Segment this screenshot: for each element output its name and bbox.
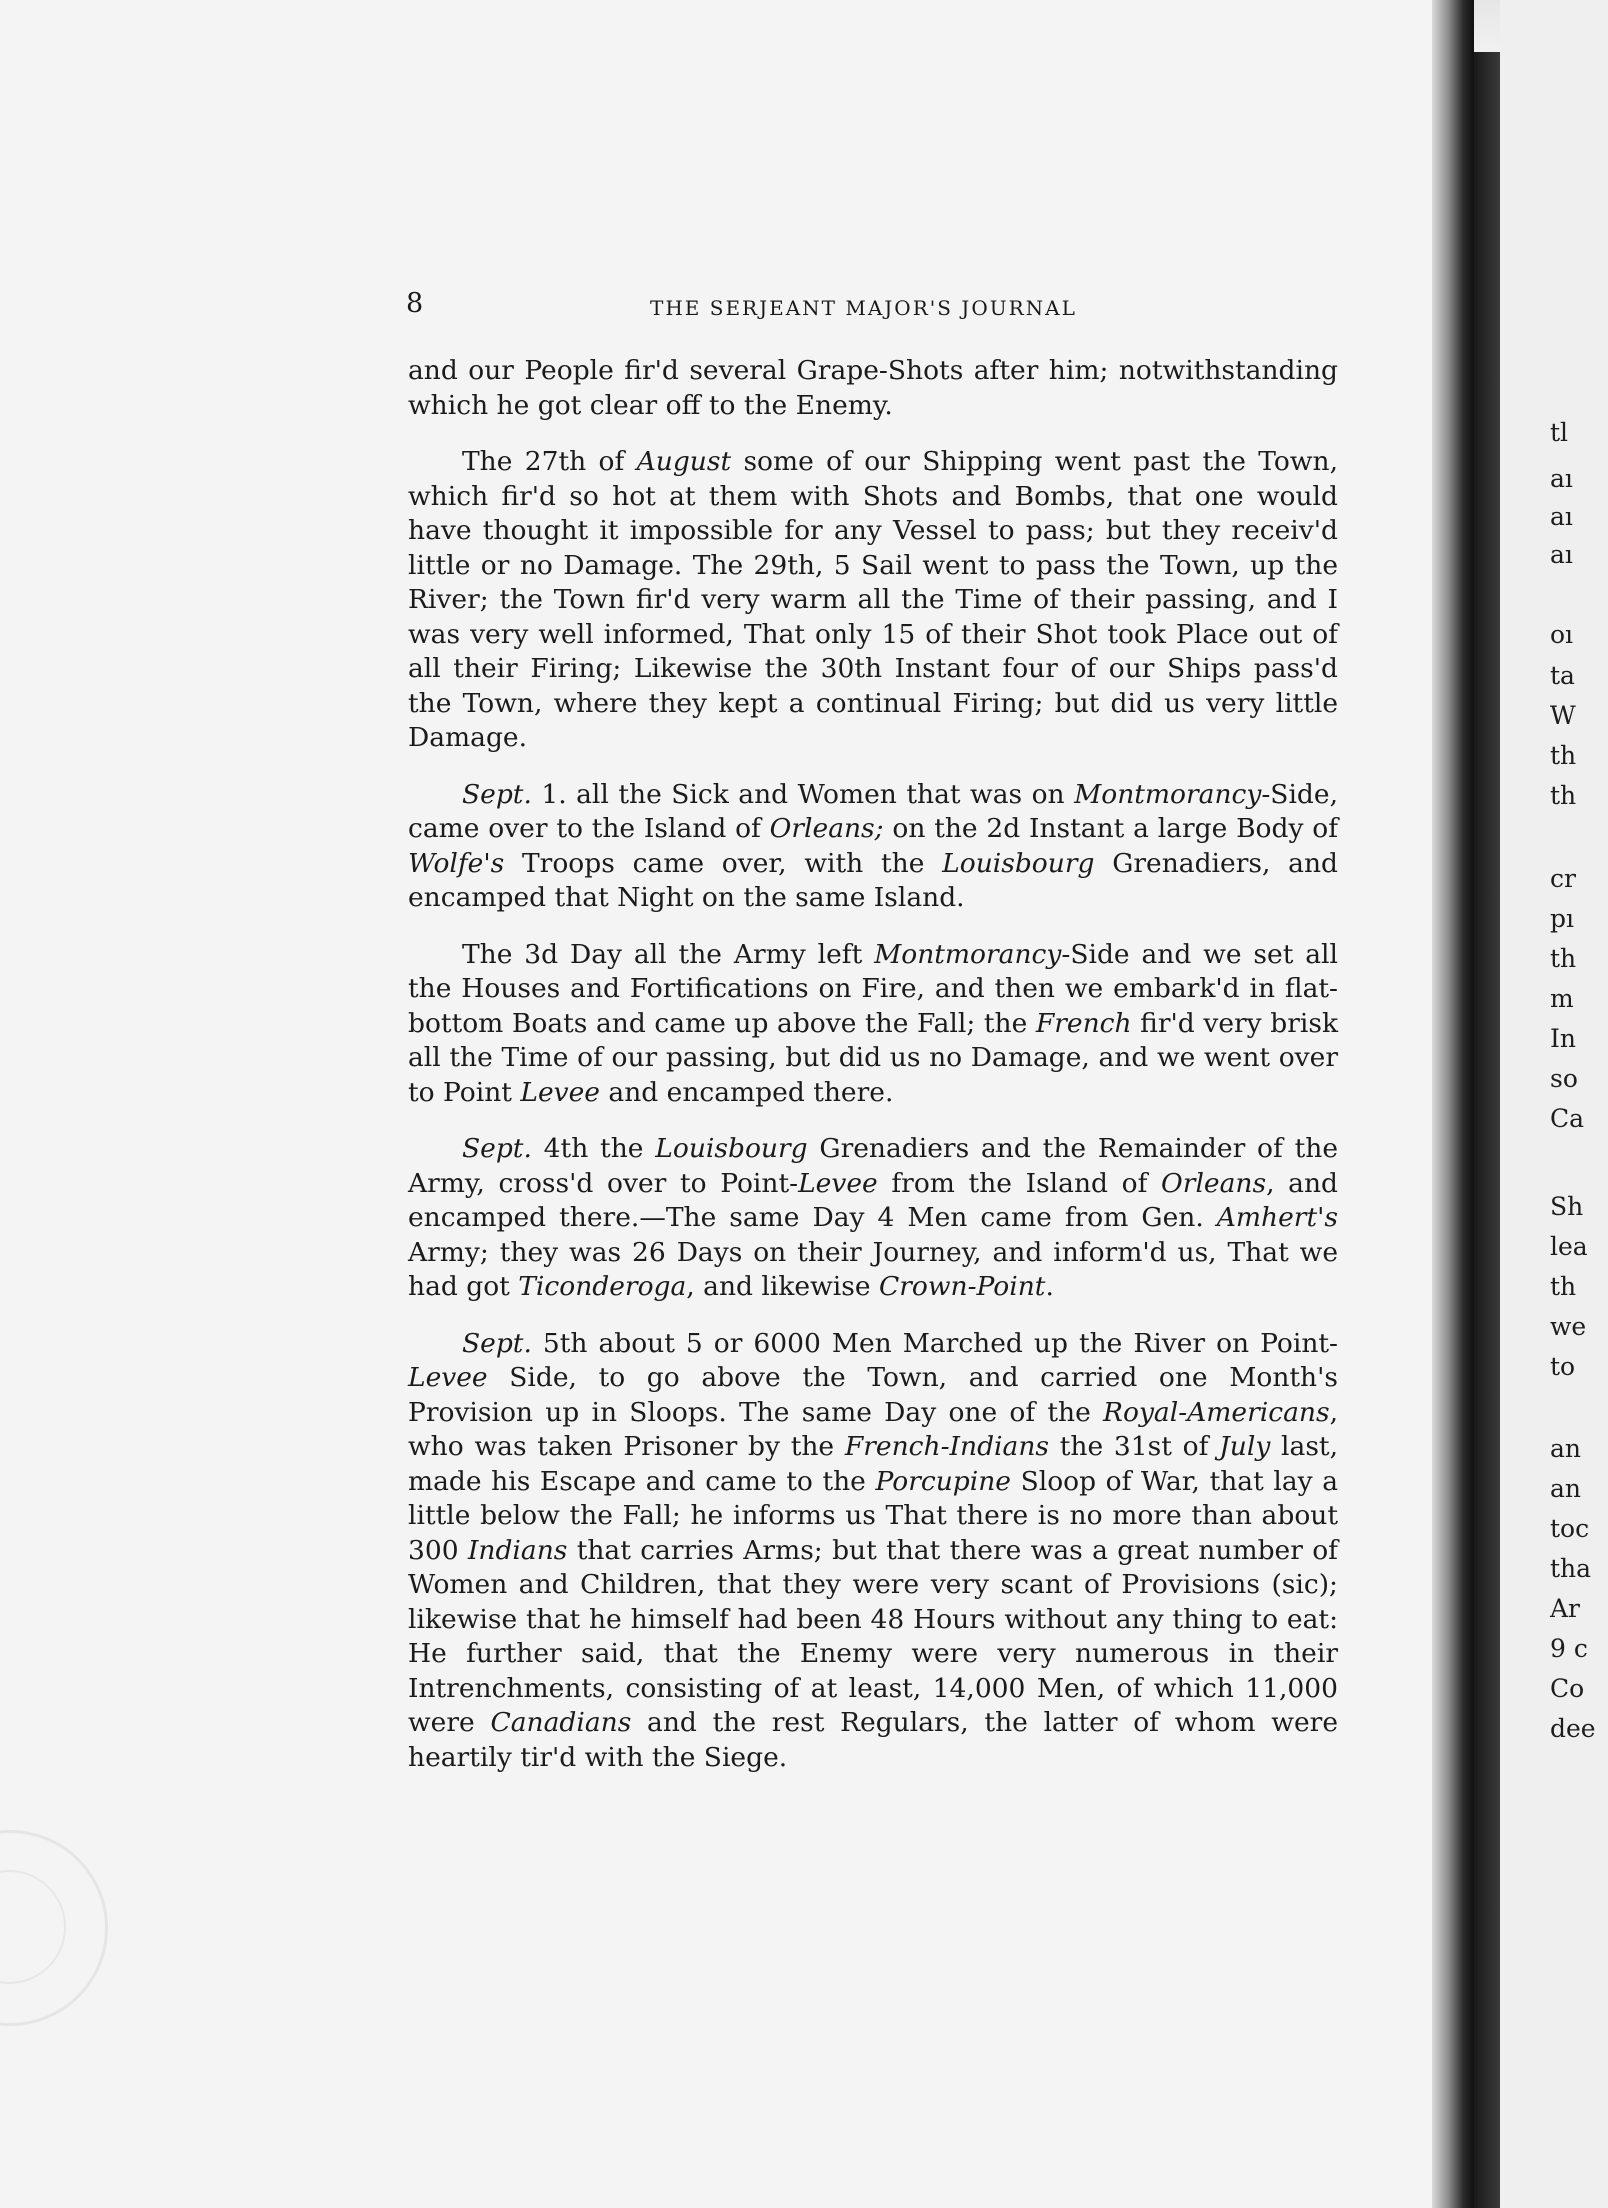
next-page-line-fragment: th bbox=[1550, 1272, 1577, 1301]
text-run: from the Island of bbox=[877, 1167, 1162, 1199]
italic-run: Ticonderoga bbox=[518, 1271, 687, 1302]
text-run: last, made his Escape and came to the bbox=[408, 1431, 1339, 1497]
italic-run: Canadians bbox=[490, 1707, 632, 1738]
paragraph bbox=[408, 354, 1338, 423]
paragraph bbox=[408, 445, 1338, 756]
text-run: Grenadiers and the Remainder of the Army, cross'd over to Point- bbox=[408, 1133, 1339, 1199]
text-run: and our People fir'd several Grape-Shots after him; notwithstanding which he got clear off to the Enemy. bbox=[408, 355, 1338, 421]
italic-run: Sept. bbox=[462, 1133, 532, 1164]
next-page-line-fragment: ta bbox=[1550, 661, 1575, 690]
paragraph bbox=[408, 778, 1338, 916]
text-run: 5th about 5 or 6000 Men Marched up the River on Point- bbox=[531, 1327, 1338, 1359]
next-page-line-fragment: an bbox=[1550, 1434, 1582, 1463]
next-page-line-fragment: In bbox=[1550, 1024, 1576, 1053]
text-run: Troops came over, with the bbox=[504, 847, 943, 879]
next-page-line-fragment: aı bbox=[1550, 502, 1573, 531]
next-page-line-fragment: m bbox=[1550, 984, 1574, 1013]
italic-run: Sept. bbox=[462, 1327, 532, 1359]
text-run: -Side, came over to the Island of bbox=[408, 778, 1338, 844]
next-page-line-fragment: th bbox=[1550, 741, 1577, 770]
next-page-line-fragment: Sh bbox=[1550, 1192, 1584, 1221]
text-run: the 31st of bbox=[1048, 1431, 1220, 1462]
italic-run: Sept. bbox=[462, 778, 532, 810]
text-run: some of our Shipping went past the Town, which fir'd so hot at them with Shots and Bombs, that one would have thought it impossible for any Vessel to pass; but they receiv'd little or no Damage. The 29th, 5 Sail went to pass the Town, up the River; the Town fir'd very warm all the Time of their passing, and I was very well informed, That only 15 of their Shot took Place out of all their Firing; Likewise the 30th Instant four of our Ships pass'd the Town, where they kept a continual Firing; but did us very little Damage. bbox=[408, 446, 1338, 753]
next-page-line-fragment: Ca bbox=[1550, 1104, 1585, 1133]
journal-text bbox=[408, 354, 1338, 1797]
next-page-line-fragment: tl bbox=[1550, 418, 1569, 447]
next-page-line-fragment: aı bbox=[1550, 464, 1573, 493]
next-page-line-fragment: pı bbox=[1550, 904, 1574, 933]
next-page-line-fragment: so bbox=[1550, 1064, 1578, 1093]
next-page-line-fragment: dee bbox=[1550, 1714, 1596, 1743]
italic-run: August bbox=[636, 446, 732, 477]
text-run: and encamped there. bbox=[599, 1076, 894, 1108]
running-head: THE SERJEANT MAJOR'S JOURNAL bbox=[650, 296, 1077, 320]
text-run: -Side and we set all the Houses and Fortifications on Fire, and then we embark'd in flat-bottom Boats and came up above the Fall; the bbox=[408, 938, 1338, 1039]
text-run: that carries Arms; but that there was a great number of Women and Children, that they were very scant of Provisions (sic); likewise that he himself had been 48 Hours without any thing to eat: He further said, that the Enemy were very numerous in their Intrenchments, consisting of at least, 14,000 Men, of which 11,000 were bbox=[408, 1534, 1338, 1738]
text-run: fir'd very brisk all the Time of our passing, but did us no Damage, and we went over to Point bbox=[408, 1007, 1339, 1108]
next-page-line-fragment: 9 c bbox=[1550, 1634, 1588, 1663]
italic-run: Porcupine bbox=[875, 1465, 1011, 1497]
text-run: Sloop of War, that lay a little below the Fall; he informs us That there is no more than about 300 bbox=[408, 1465, 1338, 1566]
next-page-line-fragment: oı bbox=[1550, 620, 1574, 649]
text-run: Side, to go above the Town, and carried one Month's Provision up in Sloops. The same Day one of the bbox=[408, 1362, 1338, 1428]
text-run: , who was taken Prisoner by the bbox=[408, 1396, 1338, 1462]
text-run: The 27th of bbox=[462, 446, 637, 477]
next-page-line-fragment: aı bbox=[1550, 540, 1573, 569]
italic-run: Orleans; bbox=[769, 813, 884, 844]
next-page-line-fragment: we bbox=[1550, 1312, 1587, 1341]
next-page-line-fragment: lea bbox=[1550, 1232, 1588, 1261]
text-run: Army; they was 26 Days on their Journey, and inform'd us, That we had got bbox=[408, 1236, 1338, 1302]
next-page-line-fragment: Co bbox=[1550, 1674, 1585, 1703]
italic-run: Orleans bbox=[1161, 1167, 1267, 1199]
next-page-line-fragment: toc bbox=[1550, 1514, 1590, 1543]
next-page-line-fragment: an bbox=[1550, 1474, 1582, 1503]
next-page-line-fragment: th bbox=[1550, 944, 1577, 973]
italic-run: French-Indians bbox=[844, 1431, 1049, 1462]
gutter bbox=[1474, 0, 1500, 2208]
text-run: on the 2d Instant a large Body of bbox=[883, 813, 1339, 844]
text-run: . bbox=[1045, 1271, 1054, 1302]
next-page-line-fragment: W bbox=[1550, 701, 1576, 730]
text-run: The 3d Day all the Army left bbox=[462, 938, 875, 970]
text-run: and the rest Regulars, the latter of whom were heartily tir'd with the Siege. bbox=[408, 1707, 1339, 1773]
next-page-line-fragment: th bbox=[1550, 781, 1577, 810]
paragraph bbox=[408, 1132, 1338, 1305]
next-page-line-fragment: tha bbox=[1550, 1554, 1592, 1583]
page-number: 8 bbox=[406, 288, 424, 319]
italic-run: Louisbourg bbox=[655, 1133, 808, 1164]
text-run: Grenadiers, and encamped that Night on the same Island. bbox=[408, 847, 1338, 913]
italic-run: Levee bbox=[798, 1167, 878, 1199]
italic-run: Royal-Americans bbox=[1103, 1396, 1330, 1428]
italic-run: Montmorancy bbox=[1074, 778, 1262, 810]
text-run: , and likewise bbox=[686, 1271, 879, 1302]
italic-run: Indians bbox=[467, 1534, 568, 1566]
italic-run: Wolfe's bbox=[408, 847, 505, 879]
italic-run: Levee bbox=[520, 1076, 600, 1108]
paragraph bbox=[408, 1327, 1338, 1776]
next-page-line-fragment: cr bbox=[1550, 864, 1576, 893]
italic-run: Crown-Point bbox=[878, 1271, 1046, 1302]
text-run: 4th the bbox=[531, 1133, 656, 1164]
italic-run: French bbox=[1035, 1007, 1132, 1039]
text-run: , and encamped there.—The same Day 4 Men came from Gen. bbox=[408, 1167, 1338, 1233]
italic-run: Amhert's bbox=[1216, 1202, 1338, 1233]
paragraph bbox=[408, 938, 1338, 1111]
italic-run: Montmorancy bbox=[874, 938, 1062, 970]
text-run: 1. all the Sick and Women that was on bbox=[531, 778, 1075, 810]
italic-run: July bbox=[1219, 1431, 1271, 1462]
next-page-line-fragment: to bbox=[1550, 1352, 1576, 1381]
next-page-line-fragment: Ar bbox=[1550, 1594, 1581, 1623]
gutter-shadow bbox=[1432, 0, 1474, 2208]
italic-run: Louisbourg bbox=[942, 847, 1095, 879]
italic-run: Levee bbox=[408, 1362, 488, 1393]
